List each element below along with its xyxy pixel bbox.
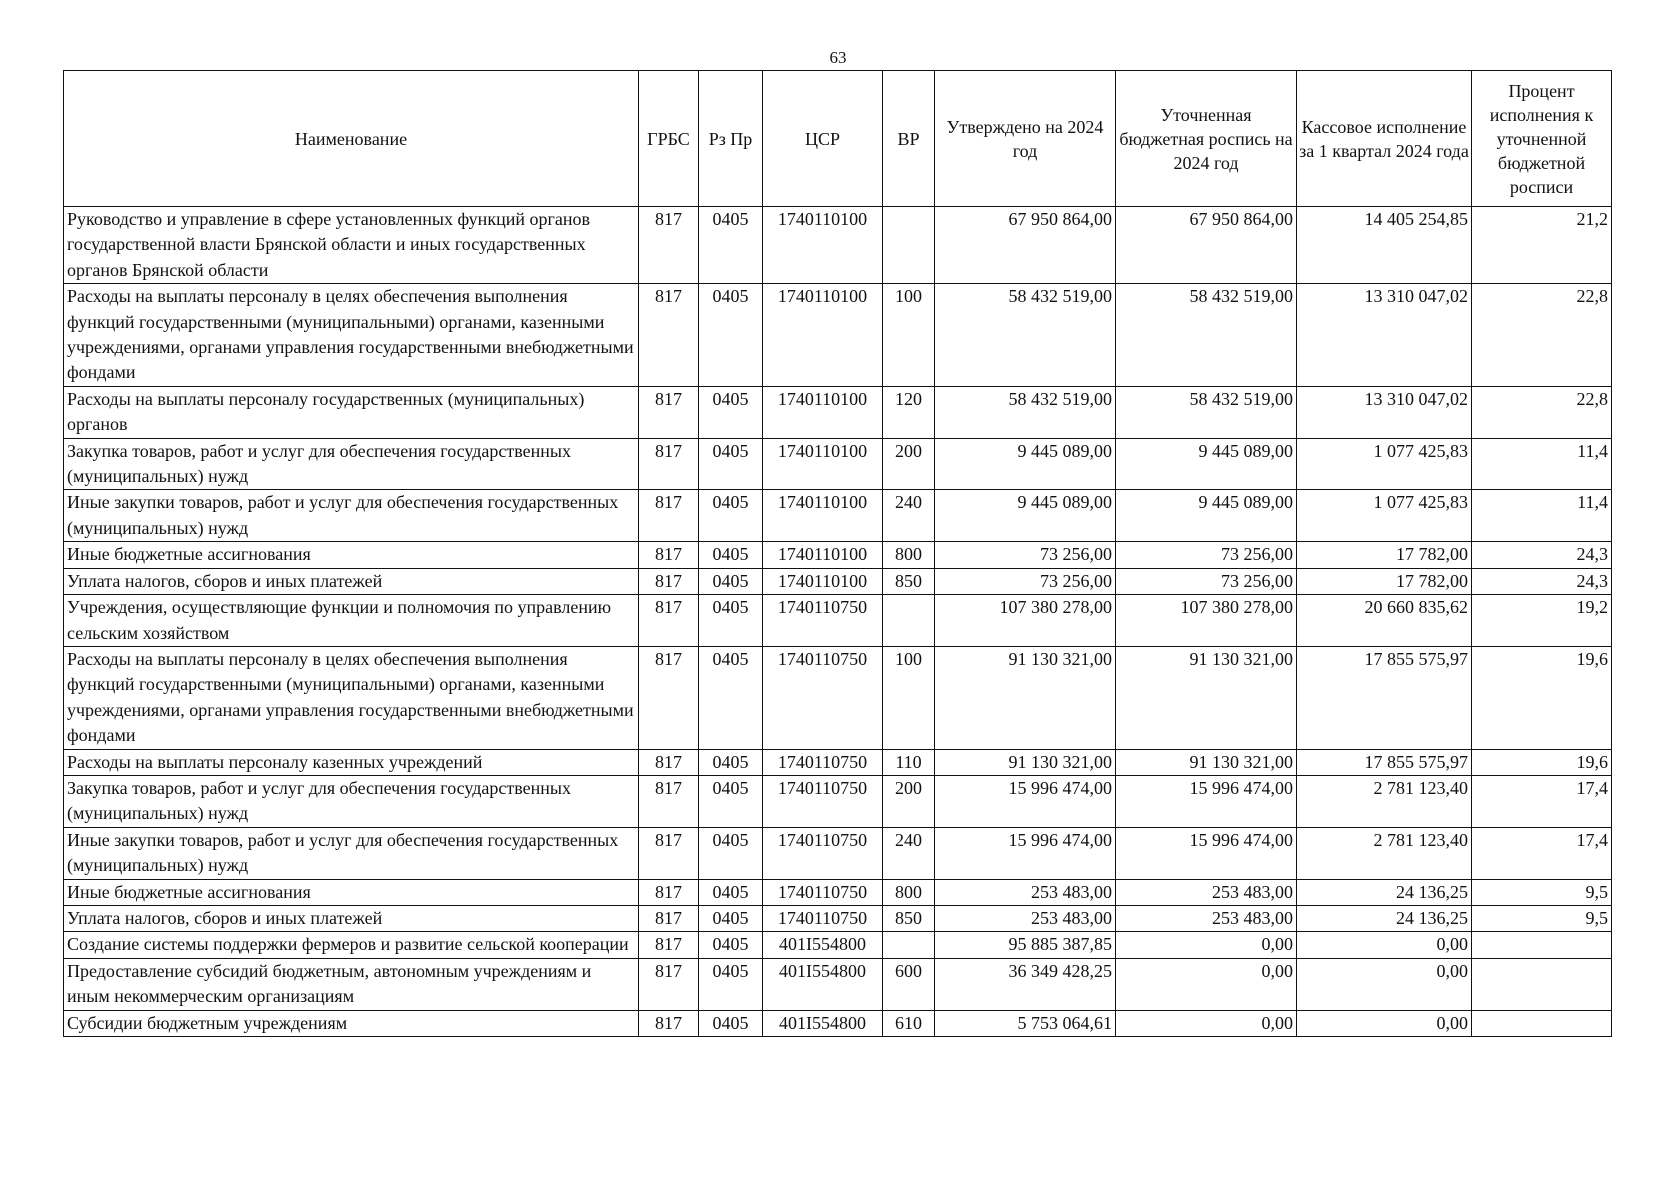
cell-rzpr: 0405 [699,542,763,568]
cell-approved: 15 996 474,00 [935,775,1116,827]
cell-csr: 1740110100 [763,386,883,438]
cell-grbs: 817 [639,438,699,490]
cell-grbs: 817 [639,284,699,387]
cell-name: Субсидии бюджетным учреждениям [64,1010,639,1036]
cell-rzpr: 0405 [699,1010,763,1036]
cell-vr: 850 [883,568,935,594]
cell-name: Закупка товаров, работ и услуг для обеспечения государственных (муниципальных) нужд [64,775,639,827]
cell-refined: 91 130 321,00 [1116,646,1297,749]
header-approved: Утверждено на 2024 год [935,71,1116,207]
cell-grbs: 817 [639,879,699,905]
cell-csr: 1740110750 [763,775,883,827]
cell-cash: 24 136,25 [1297,879,1472,905]
cell-grbs: 817 [639,542,699,568]
table-row [64,646,1612,749]
cell-refined: 107 380 278,00 [1116,595,1297,647]
cell-grbs: 817 [639,958,699,1010]
cell-name: Предоставление субсидий бюджетным, автономным учреждениям и иным некоммерческим организациям [64,958,639,1010]
cell-csr: 1740110100 [763,438,883,490]
cell-refined: 9 445 089,00 [1116,490,1297,542]
header-cash: Кассовое исполнение за 1 квартал 2024 года [1297,71,1472,207]
cell-refined: 0,00 [1116,1010,1297,1036]
table-row [64,905,1612,931]
cell-cash: 1 077 425,83 [1297,438,1472,490]
cell-rzpr: 0405 [699,932,763,958]
cell-rzpr: 0405 [699,284,763,387]
table-row [64,932,1612,958]
header-refined: Уточненная бюджетная роспись на 2024 год [1116,71,1297,207]
cell-name: Иные бюджетные ассигнования [64,879,639,905]
cell-csr: 1740110750 [763,646,883,749]
cell-grbs: 817 [639,595,699,647]
cell-refined: 73 256,00 [1116,568,1297,594]
cell-cash: 17 855 575,97 [1297,646,1472,749]
cell-rzpr: 0405 [699,490,763,542]
header-name: Наименование [64,71,639,207]
cell-approved: 58 432 519,00 [935,386,1116,438]
cell-vr: 240 [883,827,935,879]
cell-refined: 15 996 474,00 [1116,827,1297,879]
cell-cash: 0,00 [1297,958,1472,1010]
cell-vr: 800 [883,542,935,568]
cell-grbs: 817 [639,386,699,438]
cell-csr: 1740110750 [763,749,883,775]
cell-refined: 58 432 519,00 [1116,386,1297,438]
cell-refined: 58 432 519,00 [1116,284,1297,387]
cell-approved: 253 483,00 [935,905,1116,931]
cell-vr: 600 [883,958,935,1010]
table-row [64,1010,1612,1036]
cell-approved: 9 445 089,00 [935,490,1116,542]
cell-percent: 19,6 [1472,749,1612,775]
page-number: 63 [829,48,847,67]
header-vr: ВР [883,71,935,207]
cell-approved: 91 130 321,00 [935,749,1116,775]
cell-percent: 19,2 [1472,595,1612,647]
cell-vr: 850 [883,905,935,931]
cell-approved: 107 380 278,00 [935,595,1116,647]
table-row [64,284,1612,387]
cell-vr [883,595,935,647]
cell-percent: 17,4 [1472,827,1612,879]
table-row [64,207,1612,284]
table-row [64,568,1612,594]
cell-name: Руководство и управление в сфере установленных функций органов государственной власти Брянской области и иных государственных органов Брянской области [64,207,639,284]
cell-percent [1472,958,1612,1010]
cell-approved: 73 256,00 [935,568,1116,594]
header-grbs: ГРБС [639,71,699,207]
cell-rzpr: 0405 [699,958,763,1010]
cell-grbs: 817 [639,1010,699,1036]
cell-refined: 0,00 [1116,958,1297,1010]
cell-rzpr: 0405 [699,749,763,775]
cell-vr [883,932,935,958]
cell-percent: 17,4 [1472,775,1612,827]
cell-cash: 17 782,00 [1297,568,1472,594]
cell-rzpr: 0405 [699,827,763,879]
cell-vr: 610 [883,1010,935,1036]
cell-csr: 1740110100 [763,542,883,568]
cell-rzpr: 0405 [699,438,763,490]
cell-cash: 13 310 047,02 [1297,386,1472,438]
cell-approved: 73 256,00 [935,542,1116,568]
cell-cash: 1 077 425,83 [1297,490,1472,542]
cell-vr: 110 [883,749,935,775]
cell-vr: 200 [883,775,935,827]
cell-approved: 58 432 519,00 [935,284,1116,387]
header-percent: Процент исполнения к уточненной бюджетной росписи [1472,71,1612,207]
cell-percent: 22,8 [1472,386,1612,438]
cell-refined: 67 950 864,00 [1116,207,1297,284]
cell-refined: 253 483,00 [1116,879,1297,905]
cell-name: Создание системы поддержки фермеров и развитие сельской кооперации [64,932,639,958]
cell-rzpr: 0405 [699,207,763,284]
cell-rzpr: 0405 [699,386,763,438]
cell-grbs: 817 [639,568,699,594]
table-row [64,879,1612,905]
cell-refined: 9 445 089,00 [1116,438,1297,490]
cell-cash: 20 660 835,62 [1297,595,1472,647]
cell-vr: 120 [883,386,935,438]
cell-grbs: 817 [639,827,699,879]
cell-rzpr: 0405 [699,905,763,931]
cell-refined: 15 996 474,00 [1116,775,1297,827]
cell-percent: 21,2 [1472,207,1612,284]
cell-percent: 22,8 [1472,284,1612,387]
cell-csr: 1740110750 [763,879,883,905]
cell-csr: 1740110750 [763,905,883,931]
cell-percent [1472,932,1612,958]
cell-rzpr: 0405 [699,568,763,594]
cell-name: Иные закупки товаров, работ и услуг для обеспечения государственных (муниципальных) нужд [64,490,639,542]
cell-cash: 0,00 [1297,1010,1472,1036]
cell-cash: 17 855 575,97 [1297,749,1472,775]
cell-csr: 1740110750 [763,827,883,879]
cell-cash: 17 782,00 [1297,542,1472,568]
cell-percent: 11,4 [1472,438,1612,490]
cell-name: Уплата налогов, сборов и иных платежей [64,905,639,931]
cell-vr: 100 [883,646,935,749]
cell-csr: 401I554800 [763,932,883,958]
cell-refined: 253 483,00 [1116,905,1297,931]
cell-grbs: 817 [639,490,699,542]
cell-vr: 800 [883,879,935,905]
cell-cash: 24 136,25 [1297,905,1472,931]
cell-percent: 9,5 [1472,879,1612,905]
cell-percent: 24,3 [1472,568,1612,594]
cell-approved: 36 349 428,25 [935,958,1116,1010]
cell-grbs: 817 [639,207,699,284]
cell-approved: 9 445 089,00 [935,438,1116,490]
cell-percent [1472,1010,1612,1036]
cell-grbs: 817 [639,932,699,958]
cell-vr: 240 [883,490,935,542]
cell-csr: 1740110100 [763,568,883,594]
cell-name: Иные бюджетные ассигнования [64,542,639,568]
cell-name: Расходы на выплаты персоналу в целях обеспечения выполнения функций государственными (муниципальными) органами, казенными учреждениями, органами управления государственными внебюджетными фондами [64,646,639,749]
cell-approved: 15 996 474,00 [935,827,1116,879]
table-row [64,490,1612,542]
cell-approved: 67 950 864,00 [935,207,1116,284]
header-csr: ЦСР [763,71,883,207]
cell-grbs: 817 [639,646,699,749]
budget-table [63,70,1612,1037]
cell-approved: 253 483,00 [935,879,1116,905]
cell-csr: 401I554800 [763,958,883,1010]
cell-csr: 401I554800 [763,1010,883,1036]
cell-csr: 1740110100 [763,490,883,542]
table-row [64,827,1612,879]
table-row [64,775,1612,827]
cell-name: Иные закупки товаров, работ и услуг для обеспечения государственных (муниципальных) нужд [64,827,639,879]
cell-percent: 9,5 [1472,905,1612,931]
table-row [64,386,1612,438]
cell-refined: 91 130 321,00 [1116,749,1297,775]
cell-cash: 13 310 047,02 [1297,284,1472,387]
cell-rzpr: 0405 [699,775,763,827]
cell-approved: 91 130 321,00 [935,646,1116,749]
cell-refined: 0,00 [1116,932,1297,958]
table-row [64,595,1612,647]
cell-rzpr: 0405 [699,879,763,905]
cell-vr: 200 [883,438,935,490]
cell-csr: 1740110100 [763,207,883,284]
table-body [64,207,1612,1037]
cell-percent: 11,4 [1472,490,1612,542]
cell-name: Закупка товаров, работ и услуг для обеспечения государственных (муниципальных) нужд [64,438,639,490]
cell-name: Расходы на выплаты персоналу в целях обеспечения выполнения функций государственными (муниципальными) органами, казенными учреждениями, органами управления государственными внебюджетными фондами [64,284,639,387]
cell-cash: 2 781 123,40 [1297,827,1472,879]
cell-grbs: 817 [639,775,699,827]
cell-vr: 100 [883,284,935,387]
cell-approved: 5 753 064,61 [935,1010,1116,1036]
cell-cash: 2 781 123,40 [1297,775,1472,827]
cell-percent: 19,6 [1472,646,1612,749]
cell-csr: 1740110100 [763,284,883,387]
cell-grbs: 817 [639,905,699,931]
cell-rzpr: 0405 [699,646,763,749]
cell-cash: 14 405 254,85 [1297,207,1472,284]
cell-rzpr: 0405 [699,595,763,647]
table-row [64,542,1612,568]
cell-refined: 73 256,00 [1116,542,1297,568]
cell-name: Расходы на выплаты персоналу казенных учреждений [64,749,639,775]
cell-name: Уплата налогов, сборов и иных платежей [64,568,639,594]
cell-name: Расходы на выплаты персоналу государственных (муниципальных) органов [64,386,639,438]
cell-csr: 1740110750 [763,595,883,647]
table-row [64,958,1612,1010]
header-row [64,71,1612,207]
cell-approved: 95 885 387,85 [935,932,1116,958]
cell-percent: 24,3 [1472,542,1612,568]
cell-cash: 0,00 [1297,932,1472,958]
cell-name: Учреждения, осуществляющие функции и полномочия по управлению сельским хозяйством [64,595,639,647]
cell-grbs: 817 [639,749,699,775]
table-row [64,438,1612,490]
header-rzpr: Рз Пр [699,71,763,207]
table-row [64,749,1612,775]
cell-vr [883,207,935,284]
